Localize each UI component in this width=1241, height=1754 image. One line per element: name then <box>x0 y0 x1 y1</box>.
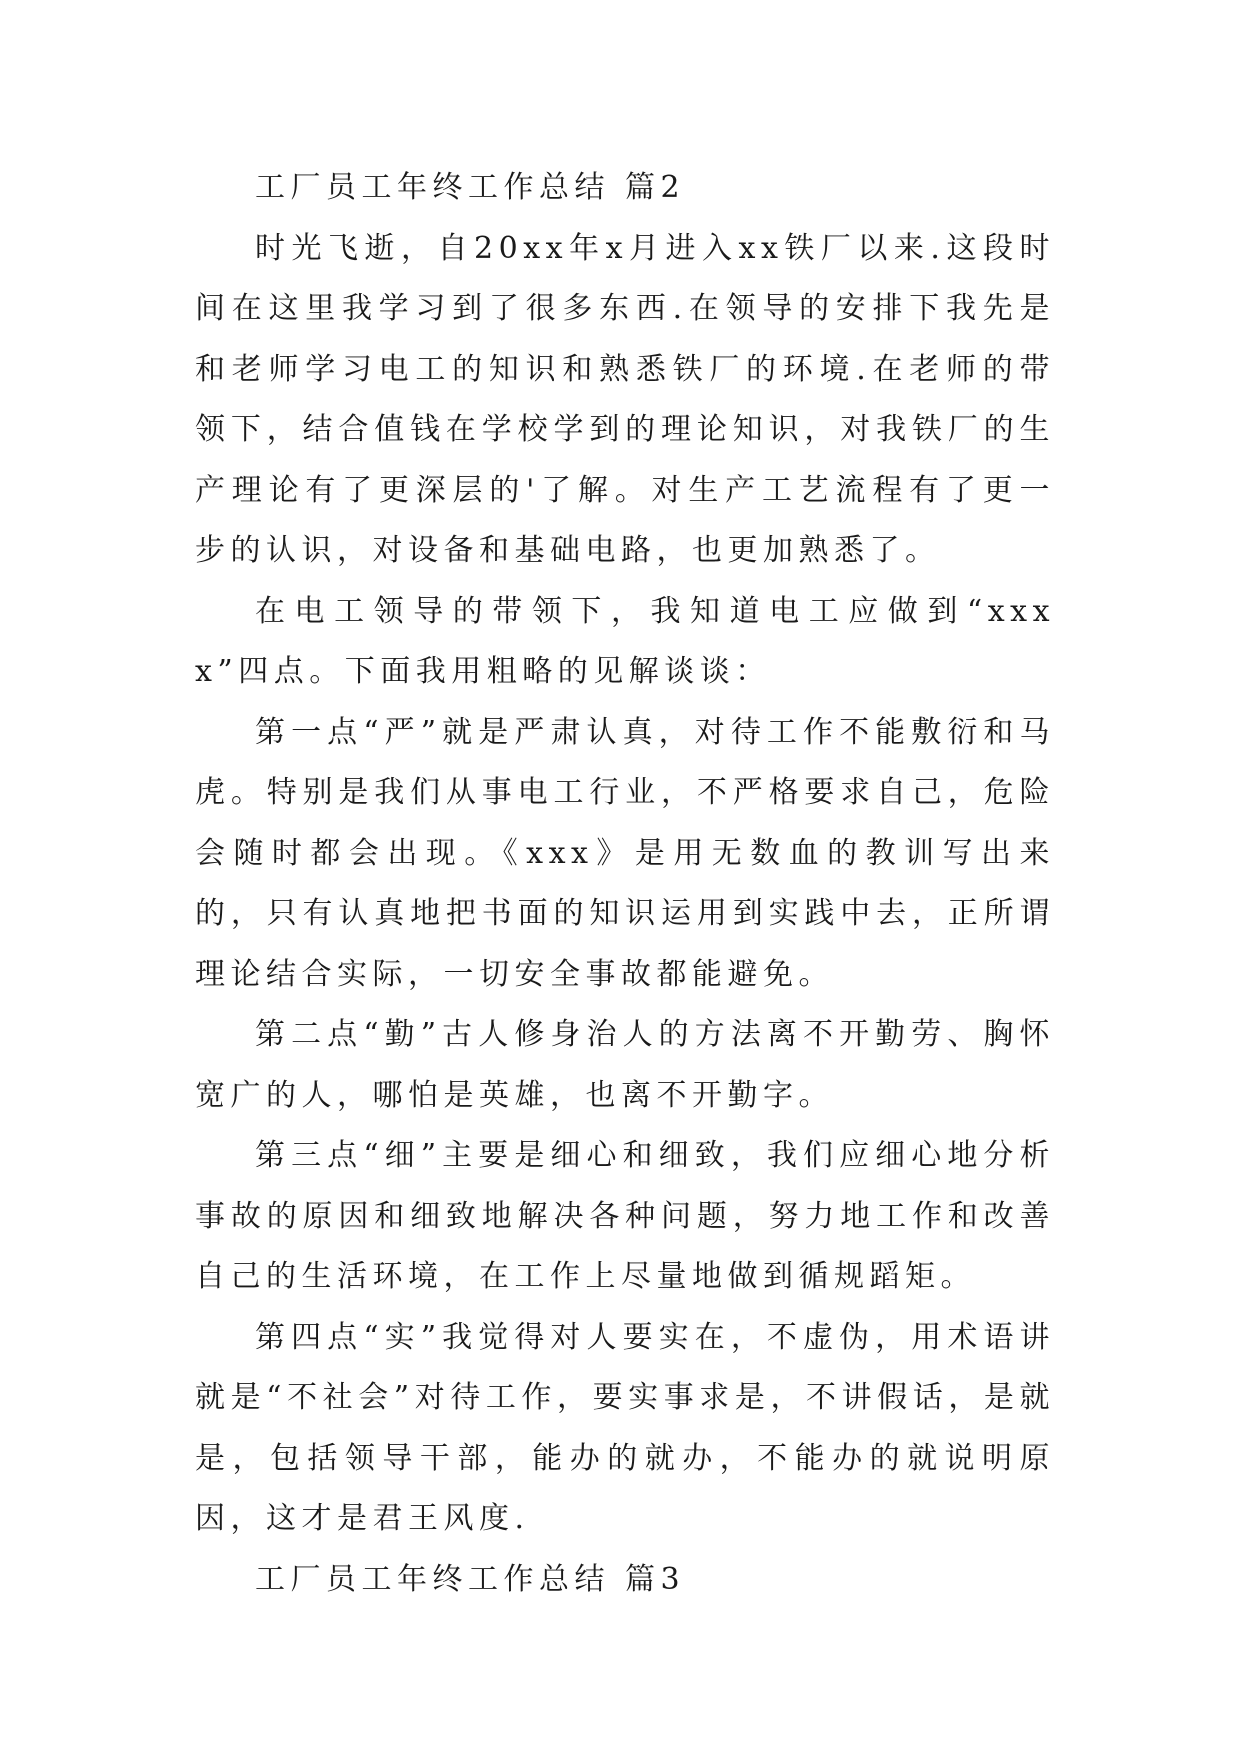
section-heading-3: 工厂员工年终工作总结 篇3 <box>255 1561 686 1597</box>
document-body <box>195 158 1055 1610</box>
paragraph-point-1: 第一点“严”就是严肃认真，对待工作不能敷衍和马虎。特别是我们从事电工行业，不严格要求自己，危险会随时都会出现。《xxx》是用无数血的教训写出来的，只有认真地把书面的知识运用到实践中去，正所谓理论结合实际，一切安全事故都能避免。 <box>195 714 1055 992</box>
paragraph-point-2: 第二点“勤”古人修身治人的方法离不开勤劳、胸怀宽广的人，哪怕是英雄，也离不开勤字。 <box>195 1017 1055 1113</box>
section-heading-2: 工厂员工年终工作总结 篇2 <box>255 170 686 205</box>
paragraph-intro: 时光飞逝，自20xx年x月进入xx铁厂以来.这段时间在这里我学习到了很多东西.在领导的安排下我先是和老师学习电工的知识和熟悉铁厂的环境.在老师的带领下，结合值钱在学校学到的理论知识，对我铁厂的生产理论有了更深层的'了解。对生产工艺流程有了更一步的认识，对设备和基础电路，也更加熟悉了。 <box>195 230 1055 568</box>
paragraph-four-points: 在电工领导的带领下，我知道电工应做到“xxxx”四点。下面我用粗略的见解谈谈： <box>195 593 1055 689</box>
paragraph-point-3: 第三点“细”主要是细心和细致，我们应细心地分析事故的原因和细致地解决各种问题，努力地工作和改善自己的生活环境，在工作上尽量地做到循规蹈矩。 <box>195 1138 1055 1294</box>
paragraph-point-4: 第四点“实”我觉得对人要实在，不虚伪，用术语讲就是“不社会”对待工作，要实事求是，不讲假话，是就是，包括领导干部，能办的就办，不能办的就说明原因，这才是君王风度. <box>195 1319 1055 1536</box>
